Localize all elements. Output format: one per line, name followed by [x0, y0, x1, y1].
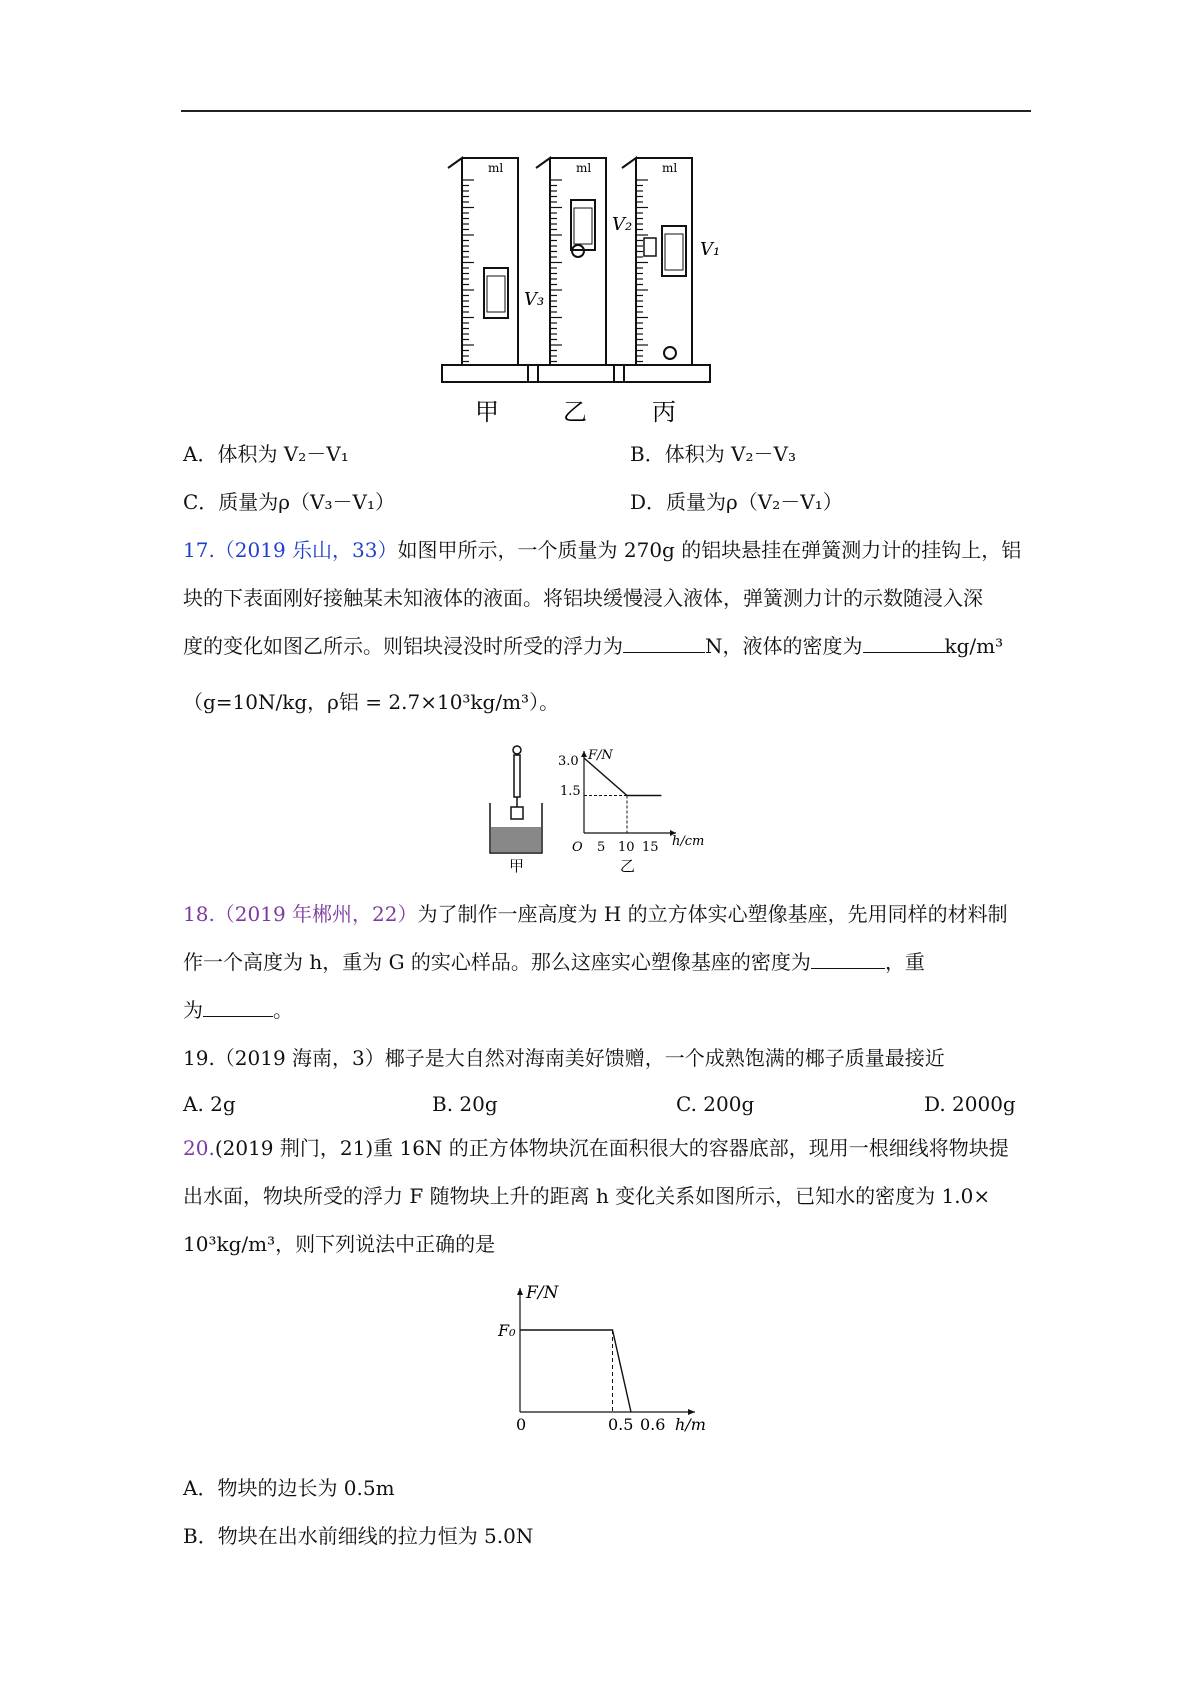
- q18-tag: 18.（2019 年郴州，22）: [183, 902, 418, 926]
- q17-tag: 17.（2019 乐山，33）: [183, 538, 398, 562]
- label-yi: 乙: [563, 398, 587, 426]
- q17-figure: [480, 745, 730, 875]
- header-rule: [181, 110, 1031, 112]
- cylinders-figure: [440, 150, 770, 430]
- q20-origin: 0: [516, 1415, 527, 1434]
- q19-stem: 19.（2019 海南，3）椰子是大自然对海南美好馈赠，一个成熟饱满的椰子质量最接近: [183, 1046, 945, 1070]
- q17-line3: 度的变化如图乙所示。则铝块浸没时所受的浮力为 N，液体的密度为 kg/m³: [183, 634, 1004, 658]
- q17-line1: 17.（2019 乐山，33）如图甲所示，一个质量为 270g 的铝块悬挂在弹簧测力计的挂钩上，铝: [183, 538, 1022, 562]
- q17-blank-2: [863, 632, 945, 653]
- q17-ytick-3: 3.0: [558, 754, 579, 769]
- q20-line3: 10³kg/m³，则下列说法中正确的是: [183, 1232, 496, 1256]
- q17-line2: 块的下表面刚好接触某未知液体的液面。将铝块缓慢浸入液体，弹簧测力计的示数随浸入深: [183, 586, 983, 610]
- q17-blank-1: [623, 632, 705, 653]
- q20-xtick-0-5: 0.5: [608, 1415, 634, 1434]
- q17-line4: （g=10N/kg，ρ铝 = 2.7×10³kg/m³）。: [183, 690, 560, 714]
- q16-option-b: B．体积为 V₂－V₃: [630, 442, 796, 466]
- q20-option-a: A．物块的边长为 0.5m: [183, 1476, 395, 1500]
- q17-y-axis-label: F/N: [588, 748, 613, 763]
- unit-label-yi: ml: [576, 161, 592, 175]
- q18-line1: 18.（2019 年郴州，22）为了制作一座高度为 H 的立方体实心塑像基座，先用同样的材料制: [183, 902, 1008, 926]
- q17-xtick-15: 15: [642, 840, 659, 855]
- q20-xtick-0-6: 0.6: [640, 1415, 666, 1434]
- volume-label-v2: V₂: [612, 214, 633, 235]
- q20-y-axis-label: F/N: [526, 1283, 559, 1303]
- q20-x-axis-label: h/m: [675, 1415, 706, 1434]
- q19-option-d: D. 2000g: [924, 1092, 1016, 1116]
- q18-line2: 作一个高度为 h，重为 G 的实心样品。那么这座实心塑像基座的密度为 ，重: [183, 950, 925, 974]
- unit-label-jia: ml: [488, 161, 504, 175]
- q17-label-jia: 甲: [509, 857, 525, 875]
- q16-option-d: D．质量为ρ（V₂－V₁）: [630, 490, 843, 514]
- q16-option-a: A．体积为 V₂－V₁: [183, 442, 349, 466]
- q17-xtick-5: 5: [597, 840, 606, 855]
- q19-option-c: C. 200g: [676, 1092, 755, 1116]
- q20-tag: 20.: [183, 1136, 215, 1160]
- q18-blank-1: [811, 948, 885, 969]
- q17-origin: O: [572, 840, 583, 855]
- q17-xtick-10: 10: [618, 840, 635, 855]
- q20-chart: [490, 1280, 720, 1440]
- q20-line2: 出水面，物块所受的浮力 F 随物块上升的距离 h 变化关系如图所示，已知水的密度为 1.0×: [183, 1184, 991, 1208]
- label-bing: 丙: [652, 398, 676, 426]
- q20-series-line: [520, 1330, 631, 1412]
- volume-label-v1: V₁: [700, 239, 721, 260]
- unit-label-bing: ml: [662, 161, 678, 175]
- q18-line3: 为 。: [183, 998, 293, 1022]
- q17-series-line: [584, 758, 661, 796]
- volume-label-v3: V₃: [524, 289, 545, 310]
- q17-x-axis-label: h/cm: [672, 834, 705, 849]
- q19-option-b: B. 20g: [432, 1092, 498, 1116]
- label-jia: 甲: [475, 398, 499, 426]
- q19-option-a: A. 2g: [183, 1092, 236, 1116]
- q20-line1: 20.(2019 荆门，21)重 16N 的正方体物块沉在面积很大的容器底部，现用一根细线将物块提: [183, 1136, 1009, 1160]
- q20-option-b: B．物块在出水前细线的拉力恒为 5.0N: [183, 1524, 534, 1548]
- q18-blank-2: [203, 996, 273, 1017]
- q17-chart: [558, 748, 704, 875]
- q17-label-yi: 乙: [620, 857, 636, 875]
- q17-ytick-1-5: 1.5: [560, 784, 581, 799]
- q16-option-c: C．质量为ρ（V₃－V₁）: [183, 490, 395, 514]
- q20-f0-label: F₀: [498, 1321, 516, 1340]
